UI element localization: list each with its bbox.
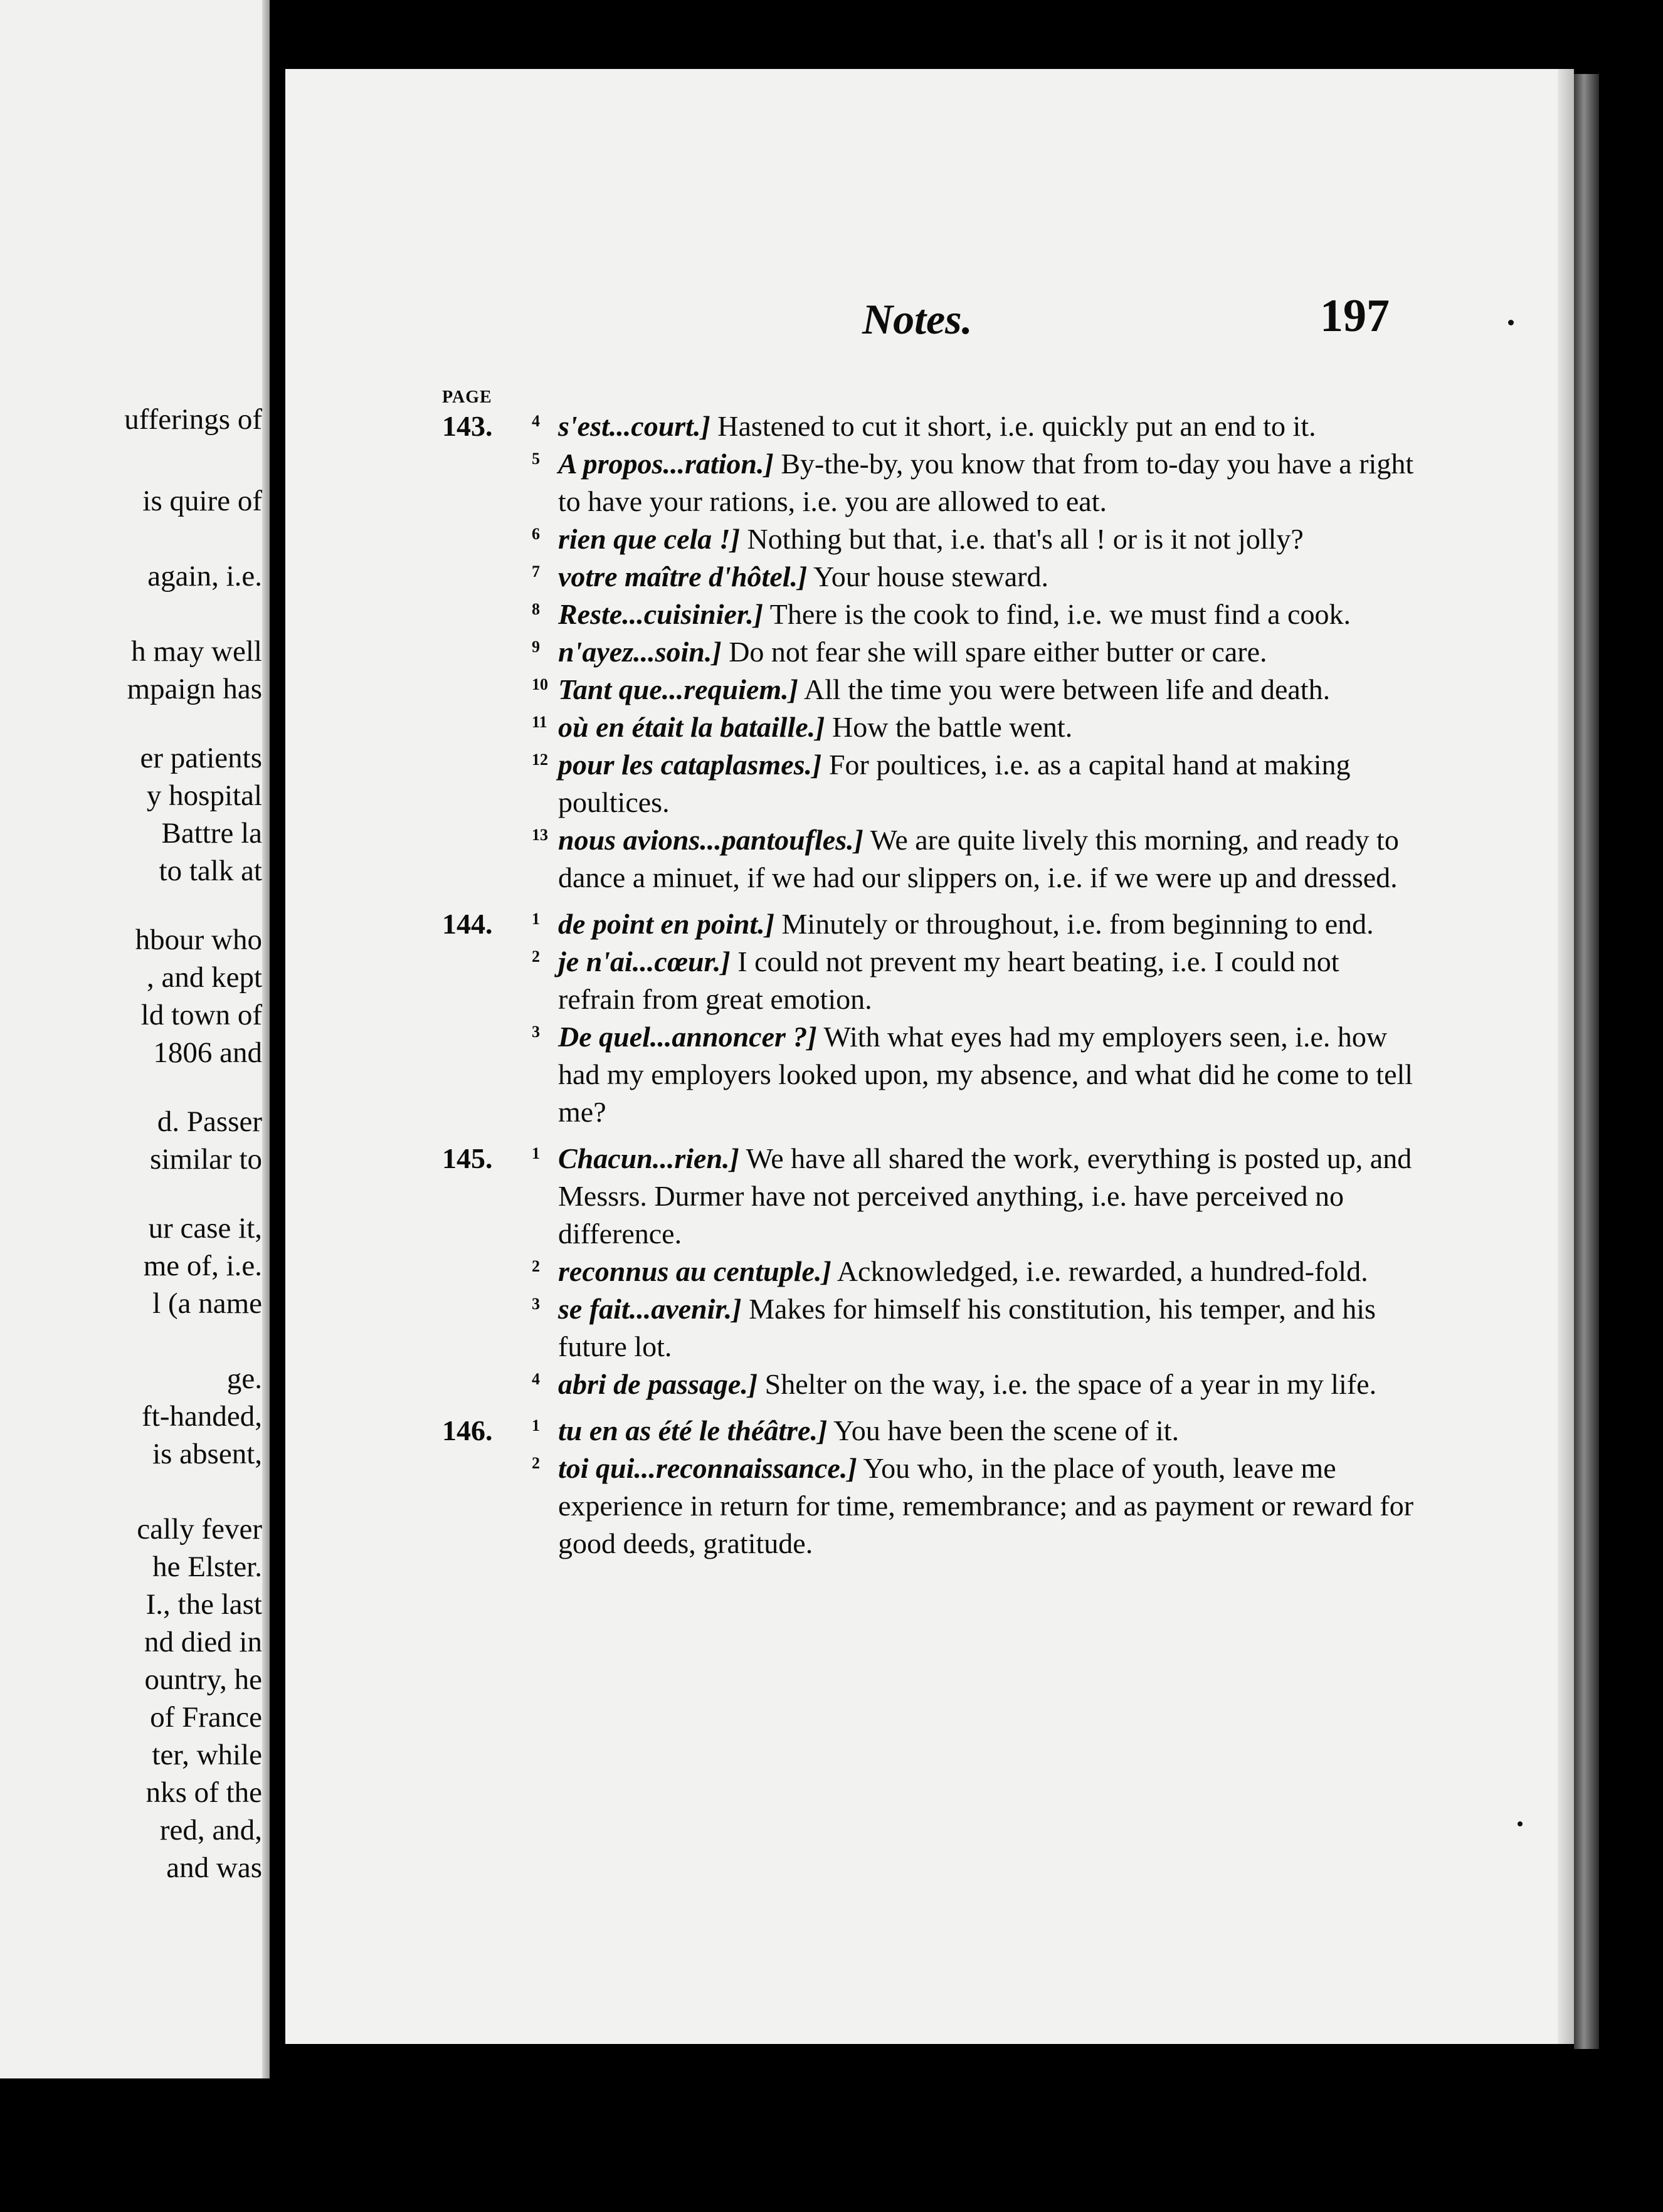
left-page-line: er patients (140, 742, 262, 774)
note-body (558, 905, 1414, 943)
page-column-label: PAGE (442, 387, 492, 407)
french-phrase: abri de passage.] (558, 1368, 758, 1400)
note-body (558, 746, 1414, 821)
page-reference: 143. (442, 410, 493, 442)
left-page-line: again, i.e. (147, 560, 262, 592)
note-entry (532, 821, 1414, 897)
page-number: 197 (1320, 290, 1390, 342)
left-page-line: mpaign has (127, 673, 262, 705)
page-group (442, 408, 1414, 897)
note-number: 3 (532, 1295, 540, 1313)
note-number: 4 (532, 412, 540, 430)
french-phrase: se fait...avenir.] (558, 1293, 742, 1325)
french-phrase: nous avions...pantoufles.] (558, 824, 863, 856)
french-phrase: pour les cataplasmes.] (558, 749, 822, 781)
note-entry (532, 596, 1414, 633)
english-gloss: We are quite lively this morning, and ready to dance a minuet, if we had our slippers on, i.e. if we were up and dressed. (558, 824, 1399, 893)
page-edge-shadow (1558, 69, 1574, 2044)
english-gloss: You have been the scene of it. (827, 1414, 1180, 1446)
note-entry (532, 558, 1414, 596)
french-phrase: je n'ai...cœur.] (558, 945, 731, 977)
left-page-line: cally fever (137, 1513, 262, 1546)
french-phrase: s'est...court.] (558, 410, 710, 442)
note-entry (532, 520, 1414, 558)
page-fold-shadow (262, 0, 270, 2078)
note-number: 11 (532, 713, 547, 731)
note-body (558, 1412, 1414, 1450)
english-gloss: How the battle went. (825, 711, 1073, 743)
note-entry (532, 1450, 1414, 1562)
right-page (285, 69, 1574, 2044)
note-body (558, 596, 1414, 633)
note-body (558, 408, 1414, 445)
english-gloss: Shelter on the way, i.e. the space of a year in my life. (758, 1368, 1377, 1400)
note-number: 1 (532, 910, 540, 928)
left-page-line: y hospital (146, 779, 262, 812)
page-group (442, 1140, 1414, 1403)
note-entry (532, 1290, 1414, 1366)
left-page-line: nd died in (144, 1626, 262, 1658)
note-body (558, 520, 1414, 558)
english-gloss: All the time you were between life and death. (798, 673, 1331, 705)
note-entry (532, 746, 1414, 821)
left-page-line: and was (166, 1851, 262, 1884)
note-entry (532, 708, 1414, 746)
note-number: 2 (532, 1257, 540, 1275)
french-phrase: de point en point.] (558, 908, 775, 940)
english-gloss: We have all shared the work, everything is posted up, and Messrs. Durmer have not perceived anything, i.e. have perceived no difference. (558, 1142, 1412, 1250)
english-gloss: Your house steward. (807, 561, 1048, 592)
left-page-line: ft-handed, (142, 1400, 262, 1433)
french-phrase: toi qui...reconnaissance.] (558, 1452, 857, 1484)
left-page-line: ur case it, (148, 1212, 262, 1245)
note-body (558, 1290, 1414, 1366)
page-reference: 144. (442, 908, 493, 940)
note-entry (532, 1253, 1414, 1290)
left-page-line: red, and, (159, 1814, 262, 1846)
left-page-line: d. Passer (157, 1105, 262, 1138)
french-phrase: reconnus au centuple.] (558, 1255, 832, 1287)
left-page-line: Battre la (161, 817, 262, 850)
note-number: 3 (532, 1023, 540, 1041)
left-page-line: is quire of (142, 485, 262, 517)
note-number: 2 (532, 1454, 540, 1472)
note-body (558, 943, 1414, 1018)
note-number: 5 (532, 450, 540, 468)
english-gloss: Nothing but that, i.e. that's all ! or is it not jolly? (740, 523, 1304, 555)
page-group (442, 905, 1414, 1131)
note-body (558, 633, 1414, 671)
page-stack-edge (1574, 74, 1599, 2049)
note-entry (532, 943, 1414, 1018)
note-body (558, 1018, 1414, 1131)
note-entry (532, 1018, 1414, 1131)
note-number: 1 (532, 1144, 540, 1162)
note-entry (532, 445, 1414, 520)
note-body (558, 671, 1414, 708)
note-number: 2 (532, 947, 540, 966)
speck (1518, 1821, 1523, 1826)
english-gloss: Makes for himself his constitution, his temper, and his future lot. (558, 1293, 1376, 1362)
english-gloss: Hastened to cut it short, i.e. quickly put an end to it. (710, 410, 1316, 442)
english-gloss: For poultices, i.e. as a capital hand at making poultices. (558, 749, 1351, 818)
french-phrase: n'ayez...soin.] (558, 636, 722, 668)
french-phrase: A propos...ration.] (558, 448, 774, 480)
page-reference: 145. (442, 1142, 493, 1174)
left-facing-page (0, 0, 270, 2078)
left-page-line: hbour who (135, 924, 262, 956)
note-body (558, 1140, 1414, 1253)
left-page-line: l (a name (152, 1287, 262, 1320)
left-page-line: , and kept (146, 961, 262, 994)
left-page-line: 1806 and (153, 1036, 262, 1069)
note-entry (532, 633, 1414, 671)
left-page-line: he Elster. (152, 1551, 262, 1583)
french-phrase: où en était la bataille.] (558, 711, 825, 743)
left-page-line: ountry, he (144, 1663, 262, 1696)
left-page-line: of France (150, 1701, 262, 1734)
left-page-line: similar to (150, 1143, 262, 1176)
left-page-line: ter, while (152, 1739, 262, 1771)
note-entry (532, 1366, 1414, 1403)
french-phrase: Chacun...rien.] (558, 1142, 739, 1174)
note-entry (532, 1412, 1414, 1450)
speck (1508, 320, 1514, 325)
left-page-line: ufferings of (124, 403, 262, 436)
english-gloss: There is the cook to find, i.e. we must find a cook. (763, 598, 1351, 630)
french-phrase: Reste...cuisinier.] (558, 598, 764, 630)
note-number: 8 (532, 600, 540, 618)
note-number: 10 (532, 675, 548, 693)
note-number: 13 (532, 826, 548, 844)
english-gloss: I could not prevent my heart beating, i.e. I could not refrain from great emotion. (558, 945, 1339, 1015)
note-body (558, 821, 1414, 897)
english-gloss: By-the-by, you know that from to-day you have a right to have your rations, i.e. you are allowed to eat. (558, 448, 1414, 517)
page-reference: 146. (442, 1414, 493, 1446)
note-entry (532, 408, 1414, 445)
note-entry (532, 671, 1414, 708)
note-number: 9 (532, 638, 540, 656)
running-title: Notes. (862, 295, 973, 343)
french-phrase: rien que cela !] (558, 523, 741, 555)
note-body (558, 1450, 1414, 1562)
note-number: 1 (532, 1416, 540, 1435)
left-page-line: ld town of (140, 999, 262, 1031)
left-page-line: me of, i.e. (143, 1250, 262, 1282)
note-entry (532, 1140, 1414, 1253)
note-body (558, 1253, 1414, 1290)
left-page-line: I., the last (145, 1588, 262, 1621)
english-gloss: With what eyes had my employers seen, i.e. how had my employers looked upon, my absence, and what did he come to tell me? (558, 1021, 1413, 1128)
french-phrase: Tant que...requiem.] (558, 673, 798, 705)
note-number: 7 (532, 562, 540, 581)
french-phrase: tu en as été le théâtre.] (558, 1414, 828, 1446)
left-page-line: to talk at (159, 855, 262, 887)
english-gloss: Acknowledged, i.e. rewarded, a hundred-fold. (831, 1255, 1368, 1287)
french-phrase: De quel...annoncer ?] (558, 1021, 817, 1053)
note-body (558, 708, 1414, 746)
english-gloss: You who, in the place of youth, leave me experience in return for time, remembrance; and as payment or reward for good deeds, gratitude. (558, 1452, 1414, 1559)
left-page-line: ge. (226, 1362, 262, 1395)
notes-list (442, 408, 1414, 1562)
french-phrase: votre maître d'hôtel.] (558, 561, 808, 592)
page-group (442, 1412, 1414, 1562)
note-body (558, 445, 1414, 520)
note-body (558, 1366, 1414, 1403)
english-gloss: Minutely or throughout, i.e. from beginning to end. (774, 908, 1374, 940)
left-page-line: nks of the (145, 1776, 262, 1809)
note-entry (532, 905, 1414, 943)
english-gloss: Do not fear she will spare either butter or care. (721, 636, 1267, 668)
left-page-line: h may well (131, 635, 262, 668)
note-body (558, 558, 1414, 596)
left-page-line: is absent, (152, 1438, 262, 1470)
note-number: 6 (532, 525, 540, 543)
note-number: 12 (532, 750, 548, 769)
note-number: 4 (532, 1370, 540, 1388)
